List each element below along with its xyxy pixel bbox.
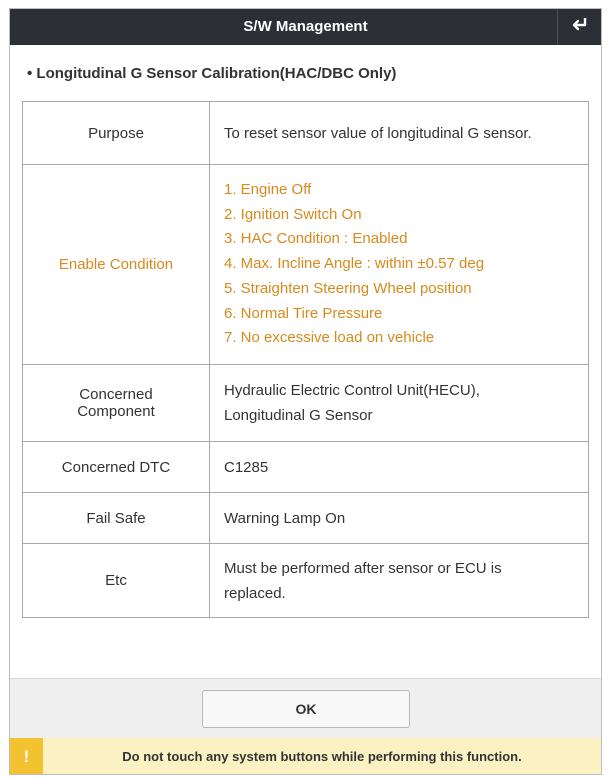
ok-button[interactable]: OK (202, 690, 410, 728)
section-title: • Longitudinal G Sensor Calibration(HAC/DBC Only) (27, 65, 397, 82)
row-value-purpose: To reset sensor value of longitudinal G sensor. (210, 102, 589, 165)
row-value-enable-condition (210, 165, 589, 365)
warning-message: Do not touch any system buttons while performing this function. (122, 749, 522, 764)
list-item: 4. Max. Incline Angle : within ±0.57 deg (224, 255, 485, 273)
list-item: 6. Normal Tire Pressure (224, 304, 383, 322)
table-row (23, 493, 589, 544)
value-line: Hydraulic Electric Control Unit(HECU), (224, 382, 480, 399)
row-label-enable-condition: Enable Condition (23, 165, 210, 365)
back-button[interactable] (557, 9, 601, 45)
table-row (23, 544, 589, 618)
row-label-etc: Etc (23, 544, 210, 618)
table-row (23, 102, 589, 165)
row-value-fail-safe: Warning Lamp On (210, 493, 589, 544)
value-line: Longitudinal G Sensor (224, 407, 373, 424)
list-item: 1. Engine Off (224, 180, 312, 198)
row-label-fail-safe: Fail Safe (23, 493, 210, 544)
row-value-concerned-dtc: C1285 (210, 442, 589, 493)
warning-icon: ! (10, 738, 43, 775)
table-row (23, 165, 589, 365)
list-item: 7. No excessive load on vehicle (224, 329, 435, 347)
list-item: 2. Ignition Switch On (224, 205, 362, 223)
value-line: replaced. (224, 584, 286, 602)
row-value-etc (210, 544, 589, 618)
row-label-purpose: Purpose (23, 102, 210, 165)
table-row (23, 365, 589, 442)
label-line: Component (77, 403, 155, 420)
value-line: Must be performed after sensor or ECU is (224, 559, 502, 577)
condition-list (224, 178, 574, 352)
table-row (23, 442, 589, 493)
dialog-window (9, 8, 602, 775)
info-table (22, 101, 589, 618)
row-label-concerned-dtc: Concerned DTC (23, 442, 210, 493)
title-bar (10, 9, 601, 45)
return-arrow-icon (570, 16, 590, 39)
page-title: S/W Management (243, 18, 368, 35)
warning-bar (10, 738, 601, 775)
row-label-concerned-component (23, 365, 210, 442)
list-item: 5. Straighten Steering Wheel position (224, 279, 472, 297)
list-item: 3. HAC Condition : Enabled (224, 230, 408, 248)
row-value-concerned-component (210, 365, 589, 442)
button-panel (10, 678, 601, 739)
label-line: Concerned (79, 386, 153, 403)
